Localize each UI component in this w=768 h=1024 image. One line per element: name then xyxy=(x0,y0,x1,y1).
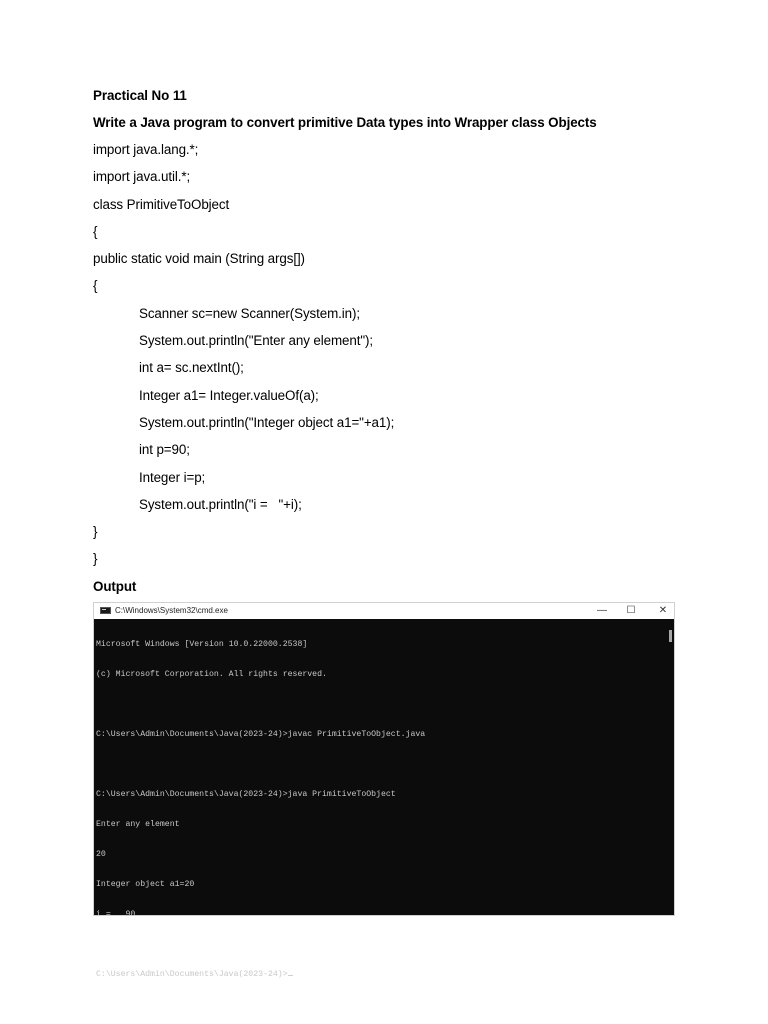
terminal-line: 20 xyxy=(96,850,106,859)
code-class-close-brace: } xyxy=(93,551,98,566)
terminal-line xyxy=(96,700,666,710)
code-class-declaration: class PrimitiveToObject xyxy=(93,197,230,212)
terminal-line: Enter any element xyxy=(96,820,180,829)
code-main-open-brace: { xyxy=(93,278,98,293)
terminal-line: C:\Users\Admin\Documents\Java(2023-24)>java PrimitiveToObject xyxy=(96,790,396,799)
code-body-line: int p=90; xyxy=(139,442,190,457)
minimize-button[interactable]: — xyxy=(597,605,607,616)
maximize-button[interactable]: ☐ xyxy=(626,605,636,616)
scrollbar-thumb[interactable] xyxy=(669,630,672,642)
terminal-line xyxy=(96,940,666,950)
code-body-line: Integer a1= Integer.valueOf(a); xyxy=(139,388,319,403)
code-body-line: System.out.println("i = "+i); xyxy=(139,497,302,512)
code-main-declaration: public static void main (String args[]) xyxy=(93,251,305,266)
task-heading: Write a Java program to convert primitive Data types into Wrapper class Objects xyxy=(93,115,597,130)
terminal-titlebar xyxy=(94,603,674,619)
terminal-line: Microsoft Windows [Version 10.0.22000.2538] xyxy=(96,640,308,649)
close-button[interactable]: ✕ xyxy=(658,605,668,616)
terminal-line: i = 90 xyxy=(96,910,136,919)
code-body-line: System.out.println("Integer object a1="+a1); xyxy=(139,415,395,430)
terminal-line xyxy=(96,760,666,770)
code-body-line: Scanner sc=new Scanner(System.in); xyxy=(139,306,360,321)
code-body-line: System.out.println("Enter any element"); xyxy=(139,333,373,348)
practical-title: Practical No 11 xyxy=(93,88,187,103)
text-cursor xyxy=(288,975,293,976)
cmd-app-icon xyxy=(100,607,111,614)
terminal-prompt: C:\Users\Admin\Documents\Java(2023-24)> xyxy=(96,970,288,979)
terminal-prompt-line[interactable] xyxy=(96,970,666,980)
code-main-close-brace: } xyxy=(93,524,98,539)
terminal-line: C:\Users\Admin\Documents\Java(2023-24)>javac PrimitiveToObject.java xyxy=(96,730,426,739)
terminal-title: C:\Windows\System32\cmd.exe xyxy=(115,606,228,615)
code-class-open-brace: { xyxy=(93,224,98,239)
terminal-screenshot xyxy=(93,602,675,979)
terminal-output xyxy=(96,620,666,979)
terminal-scrollbar[interactable] xyxy=(666,620,674,915)
code-import-lang: import java.lang.*; xyxy=(93,142,199,157)
terminal-line: Integer object a1=20 xyxy=(96,880,195,889)
code-import-util: import java.util.*; xyxy=(93,169,191,184)
output-heading: Output xyxy=(93,579,137,594)
terminal-line: (c) Microsoft Corporation. All rights reserved. xyxy=(96,670,327,679)
code-body-line: Integer i=p; xyxy=(139,470,206,485)
code-body-line: int a= sc.nextInt(); xyxy=(139,360,244,375)
